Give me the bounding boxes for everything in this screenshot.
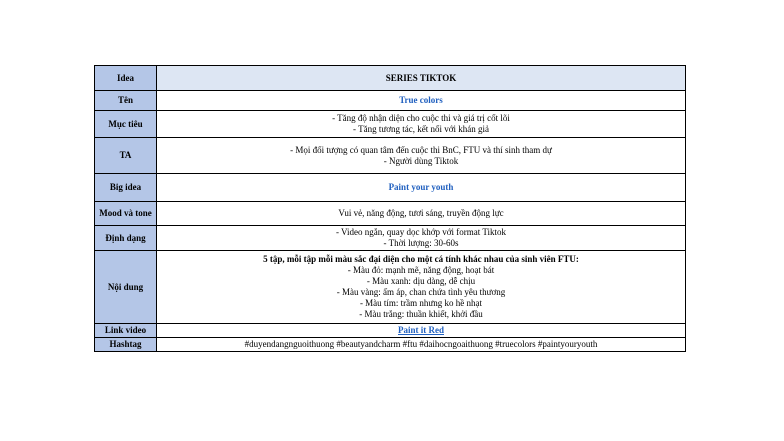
label-format: Định dạng [95,226,157,251]
link-cell [157,324,686,338]
goal-cell [157,111,686,138]
content-cell [157,251,686,324]
table-row-content [95,251,686,324]
audience-cell [157,138,686,174]
label-link: Link video [95,324,157,338]
table-row-audience [95,138,686,174]
big-idea: Paint your youth [157,174,686,202]
table-row-bigidea [95,174,686,202]
label-goal: Mục tiêu [95,111,157,138]
table-row-mood [95,202,686,226]
label-idea: Idea [95,66,157,91]
content-intro: 5 tập, mỗi tập mỗi màu sắc đại diện cho một cá tính khác nhau của sinh viên FTU: [263,254,579,264]
table-row-hashtag [95,338,686,352]
label-bigidea: Big idea [95,174,157,202]
label-hashtag: Hashtag [95,338,157,352]
series-name: True colors [157,91,686,111]
goal-line-2: - Tăng tương tác, kết nối với khán giả [353,124,489,134]
format-line-1: - Video ngắn, quay dọc khớp với format Tiktok [335,227,507,237]
content-line-1: - Màu đỏ: mạnh mẽ, năng động, hoạt bát [347,265,495,275]
content-line-2: - Màu xanh: dịu dàng, dễ chịu [366,276,476,286]
sheet-title: SERIES TIKTOK [157,66,686,91]
content-line-5: - Màu trắng: thuần khiết, khởi đầu [359,309,483,319]
table-row-name [95,91,686,111]
audience-line-1: - Mọi đối tượng có quan tâm đến cuộc thi BnC, FTU và thí sinh tham dự [290,144,552,155]
format-cell [157,226,686,251]
goal-line-1: - Tăng độ nhận diện cho cuộc thi và giá trị cốt lõi [332,113,510,123]
table-row-goal [95,111,686,138]
format-line-2: - Thời lượng: 30-60s [383,238,459,248]
series-tiktok-table [94,65,686,352]
hashtag-cell: #duyendangnguoithuong #beautyandcharm #ftu #daihocngoaithuong #truecolors #paintyouryouth [157,338,686,352]
label-mood: Mood và tone [95,202,157,226]
label-name: Tên [95,91,157,111]
mood-cell: Vui vẻ, năng động, tươi sáng, truyền động lực [157,202,686,226]
video-link[interactable]: Paint it Red [398,325,444,335]
label-ta: TA [95,138,157,174]
table-row-header [95,66,686,91]
table-row-link [95,324,686,338]
label-content: Nội dung [95,251,157,324]
audience-line-2: - Người dùng Tiktok [383,155,459,166]
content-line-3: - Màu vàng: ấm áp, chan chứa tình yêu thương [336,287,506,297]
table-row-format [95,226,686,251]
content-line-4: - Màu tím: trầm nhưng ko hề nhạt [359,298,483,308]
